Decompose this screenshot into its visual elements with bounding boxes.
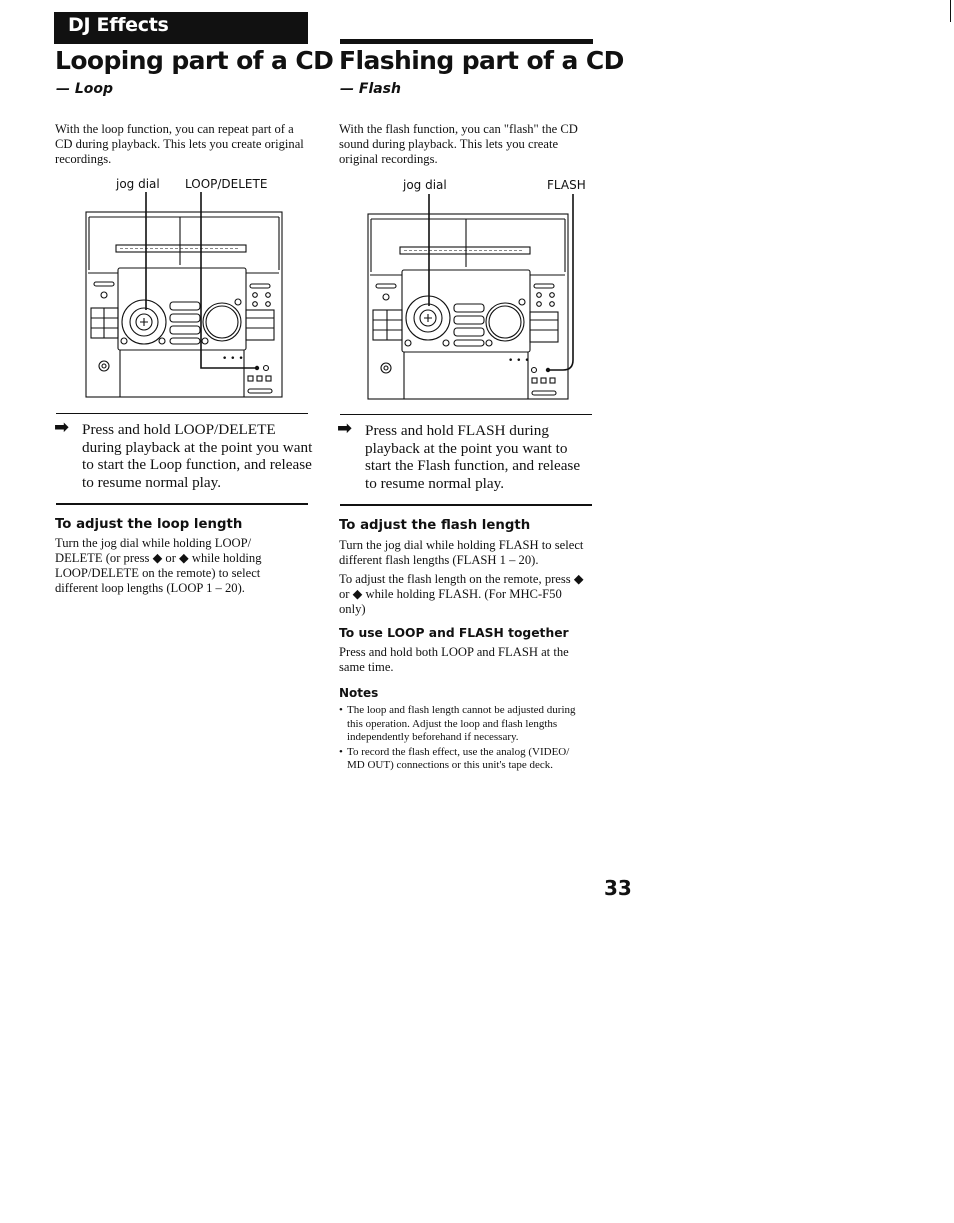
loop-instruction: Press and hold LOOP/DELETE during playback at the point you want to start the Loop function, and release to resume normal play. (82, 421, 313, 491)
bullet-icon: • (339, 704, 343, 716)
together-text: Press and hold both LOOP and FLASH at the same time. (339, 645, 569, 674)
note-item (339, 746, 589, 773)
flash-title: Flashing part of a CD (339, 46, 624, 75)
flash-adjust-text-2: To adjust the flash length on the remote, press ◆ or ◆ while holding FLASH. (For MHC-F50 only) (339, 572, 584, 616)
together-heading: To use LOOP and FLASH together (339, 626, 569, 640)
flash-adjust-text-1: Turn the jog dial while holding FLASH to select different flash lengths (FLASH 1 – 20). (339, 538, 584, 567)
volume-knob (203, 303, 241, 341)
loop-title: Looping part of a CD (55, 46, 334, 75)
flash-subtitle: — Flash (340, 81, 401, 97)
loop-intro: With the loop function, you can repeat part of a CD during playback. This lets you create original recordings. (55, 122, 304, 166)
loop-button-callout (201, 192, 257, 368)
loop-subtitle: — Loop (56, 81, 114, 97)
arrow-right-icon: ➡ (337, 418, 353, 439)
flash-stereo-diagram (362, 192, 582, 404)
loop-adjust-heading: To adjust the loop length (55, 517, 243, 532)
flash-button-callout (548, 194, 573, 370)
svg-text:• • •: • • • (222, 354, 244, 364)
note-item (339, 704, 589, 745)
loop-stereo-diagram (80, 190, 290, 402)
note-text: The loop and flash length cannot be adjusted during this operation. Adjust the loop and flash lengths independently beforehand if necessary. (347, 704, 576, 743)
page-number: 33 (604, 876, 632, 900)
arrow-right-icon: ➡ (54, 417, 70, 438)
flash-adjust-heading: To adjust the flash length (339, 518, 531, 533)
notes-heading: Notes (339, 686, 379, 700)
flash-intro: With the flash function, you can "flash" the CD sound during playback. This lets you create original recordings. (339, 122, 578, 166)
loop-label-loop-delete: LOOP/DELETE (185, 177, 268, 191)
section-tab-label: DJ Effects (68, 14, 169, 36)
volume-knob (486, 303, 524, 341)
loop-label-jog-dial: jog dial (116, 177, 160, 191)
flash-instruction: Press and hold FLASH during playback at the point you want to start the Flash function, and release to resume normal play. (365, 422, 581, 492)
section-tab (54, 12, 308, 44)
svg-text:• • •: • • • (508, 356, 530, 366)
loop-adjust-text: Turn the jog dial while holding LOOP/ DELETE (or press ◆ or ◆ while holding LOOP/DELETE on the remote) to select different loop lengths (LOOP 1 – 20). (55, 536, 262, 595)
note-text: To record the flash effect, use the analog (VIDEO/ MD OUT) connections or this unit's tape deck. (347, 745, 570, 771)
notes-list (339, 704, 589, 773)
bullet-icon: • (339, 745, 343, 758)
flash-label-jog-dial: jog dial (403, 178, 447, 192)
flash-label-flash: FLASH (547, 178, 586, 192)
